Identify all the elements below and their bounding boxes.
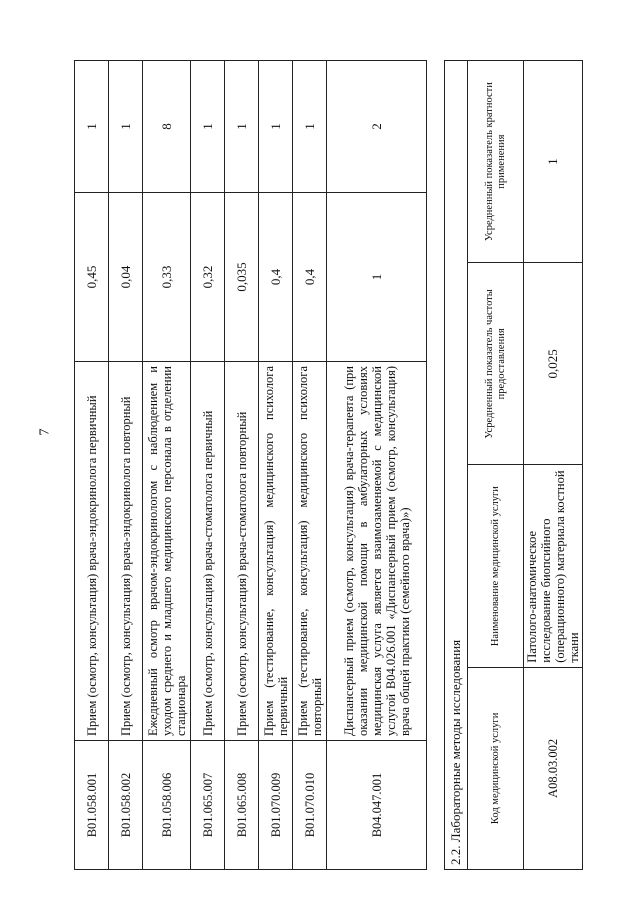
cell-name: Прием (осмотр, консультация) врача-стоматолога повторный [225,362,259,741]
table1-body [75,61,427,870]
section-title: 2.2. Лабораторные методы исследования [445,61,468,870]
cell-freq: 0,035 [225,193,259,362]
cell-mult: 1 [259,61,293,193]
cell-mult: 1 [191,61,225,193]
cell-code: B01.070.010 [293,741,327,870]
cell-mult: 2 [327,61,427,193]
cell-mult: 1 [225,61,259,193]
table-row [191,61,225,870]
table-row [225,61,259,870]
cell-freq: 0,45 [75,193,109,362]
cell-mult: 1 [293,61,327,193]
lab-methods-section [444,60,583,870]
cell-freq: 0,025 [524,263,583,465]
cell-code: A08.03.002 [524,667,583,869]
table-row [259,61,293,870]
cell-name: Прием (осмотр, консультация) врача-стоматолога первичный [191,362,225,741]
header-mult: Усредненный показатель кратности применения [468,61,524,263]
cell-name: Патолого-анатомическое исследование биопсийного (операционного) материала костной ткани [524,465,583,667]
cell-name: Ежедневный осмотр врачом-эндокринологом с наблюдением и уходом среднего и младшего медицинского персонала в отделении стационара [143,362,191,741]
cell-mult: 1 [109,61,143,193]
page-number: 7 [37,428,53,436]
cell-freq: 0,33 [143,193,191,362]
header-freq: Усредненный показатель частоты предоставления [468,263,524,465]
cell-freq: 0,4 [293,193,327,362]
cell-name: Прием (осмотр, консультация) врача-эндокринолога первичный [75,362,109,741]
cell-code: B01.065.007 [191,741,225,870]
cell-mult: 1 [75,61,109,193]
cell-freq: 0,4 [259,193,293,362]
cell-freq: 1 [327,193,427,362]
cell-name: Прием (тестирование, консультация) медицинского психолога повторный [293,362,327,741]
header-name: Наименование медицинской услуги [468,465,524,667]
cell-code: B04.047.001 [327,741,427,870]
cell-code: B01.058.002 [109,741,143,870]
table-row [109,61,143,870]
cell-freq: 0,04 [109,193,143,362]
cell-name: Прием (осмотр, консультация) врача-эндокринолога повторный [109,362,143,741]
cell-name: Диспансерный прием (осмотр, консультация) врача-терапевта (при оказании медицинской помощи в амбулаторных условиях медицинская услуга является взаимозаменяемой с медицинской услугой B04.026.001 «Диспансерный прием (осмотр, консультация) врача общей практики (семейного врача)») [327,362,427,741]
table-row [143,61,191,870]
cell-code: B01.058.001 [75,741,109,870]
cell-code: B01.058.006 [143,741,191,870]
cell-mult: 8 [143,61,191,193]
table-row [293,61,327,870]
table-row [327,61,427,870]
services-table-continued [74,60,427,870]
header-code: Код медицинской услуги [468,667,524,869]
cell-freq: 0,32 [191,193,225,362]
cell-code: B01.070.009 [259,741,293,870]
cell-mult: 1 [524,61,583,263]
cell-code: B01.065.008 [225,741,259,870]
cell-name: Прием (тестирование, консультация) медицинского психолога первичный [259,362,293,741]
table-row [75,61,109,870]
